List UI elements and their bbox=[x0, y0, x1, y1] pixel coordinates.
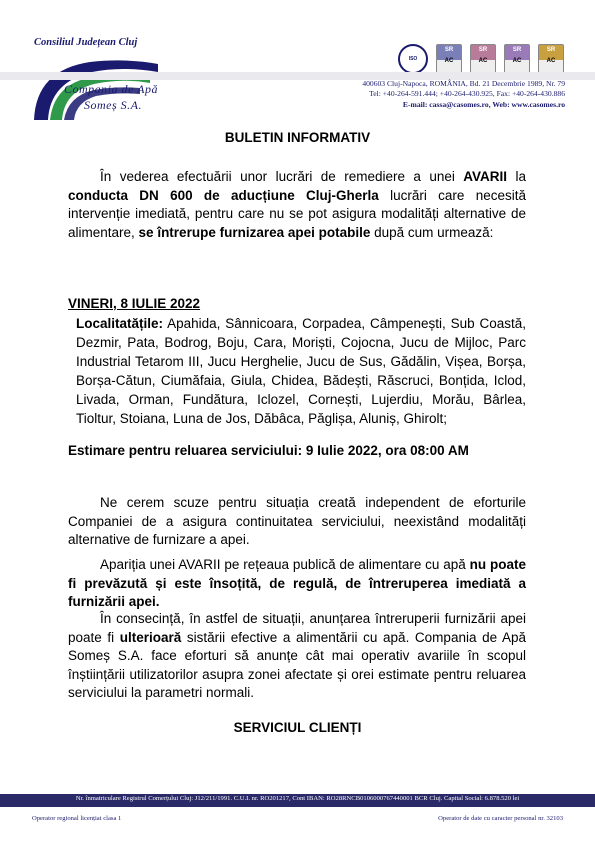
signature: SERVICIUL CLIENȚI bbox=[233, 720, 362, 735]
address: 400603 Cluj-Napoca, ROMÂNIA, Bd. 21 Decembrie 1989, Nr. 79 bbox=[362, 79, 565, 88]
failure-paragraph: Apariția unei AVARII pe rețeaua publică de alimentare cu apă nu poate fi prevăzută și este însoțită, de regulă, de întreruperea imediată a furnizării apei. bbox=[68, 557, 526, 610]
phone-fax: Tel: +40-264-591.444; +40-264-430.925, Fax: +40-264-430.886 bbox=[369, 89, 565, 98]
logo-text-line1: Compania de Apă bbox=[64, 82, 158, 96]
notice-paragraph: În consecință, în astfel de situații, anunțarea întreruperii furnizării apei poate fi ulterioară sistării efective a alimentării cu apă. Compania de Apă Someș S.A. face eforturi să anunțe cât mai operativ avariile în scopul înștiințării utilizatorilor asupra zonei afectate și orei estimate pentru reluarea serviciului la parametri normali. bbox=[68, 611, 526, 701]
interruption-date: VINERI, 8 IULIE 2022 bbox=[68, 296, 201, 311]
intro-paragraph: În vederea efectuării unor lucrări de remediere a unei AVARII la conducta DN 600 de aducțiune Cluj-Gherla lucrări care necesită intervenție imediată, pentru care nu se pot asigura modalități alternative de alimentare, se întrerupe furnizarea apei potabile după cum urmează: bbox=[68, 169, 526, 240]
srac-badge-3: SR AC bbox=[504, 44, 530, 76]
restore-estimate: Estimare pentru reluarea serviciului: 9 Iulie 2022, ora 08:00 AM bbox=[68, 443, 469, 458]
localities-list: Localitatățile: Apahida, Sânnicoara, Corpadea, Câmpenești, Sub Coastă, Dezmir, Pata, Bodrog, Boju, Cara, Moriști, Cojocna, Jucu de Mijloc, Parc Industrial Tetarom III, Jucu Herghelie, Jucu de Sus, Gădălin, Vișea, Borșa, Borșa-Cătun, Ciumăfaia, Giula, Chidea, Bădești, Răscruci, Bonțida, Iclod, Livada, Orman, Fundătura, Iclozel, Cornești, Lujerdiu, Morău, Bârlea, Tioltur, Stoiana, Luna de Jos, Dăbâca, Păglișa, Aluniș, Ghirolt; bbox=[76, 316, 526, 426]
data-operator-number: Operator de date cu caracter personal nr. 32103 bbox=[438, 815, 563, 822]
apology-paragraph: Ne cerem scuze pentru situația creată independent de eforturile Companiei de a asigura continuitatea serviciului, neexistând modalități alternative de furnizare a apei. bbox=[68, 495, 526, 548]
iso-certification-badge: ISO bbox=[398, 44, 428, 74]
registration-info: Nr. înmatriculare Registrul Comerțului Cluj: J12/211/1991. C.U.I. nr. RO201217, Cont IBAN: RO28RNCB0106000767440001 BCR Cluj. Capital Social: 6.878.520 lei bbox=[75, 795, 520, 802]
document-title: BULETIN INFORMATIV bbox=[224, 130, 371, 145]
srac-badge-1: SR AC bbox=[436, 44, 462, 76]
logo-text-line2: Someș S.A. bbox=[84, 98, 142, 112]
council-name: Consiliul Județean Cluj bbox=[34, 37, 138, 48]
localities-label: Localitatățile: bbox=[76, 316, 164, 331]
srac-badge-2: SR AC bbox=[470, 44, 496, 76]
operator-license: Operator regional licențiat clasa 1 bbox=[32, 815, 122, 822]
email-web: E-mail: cassa@casomes.ro, Web: www.casomes.ro bbox=[402, 100, 565, 109]
srac-badge-4: SR AC bbox=[538, 44, 564, 76]
